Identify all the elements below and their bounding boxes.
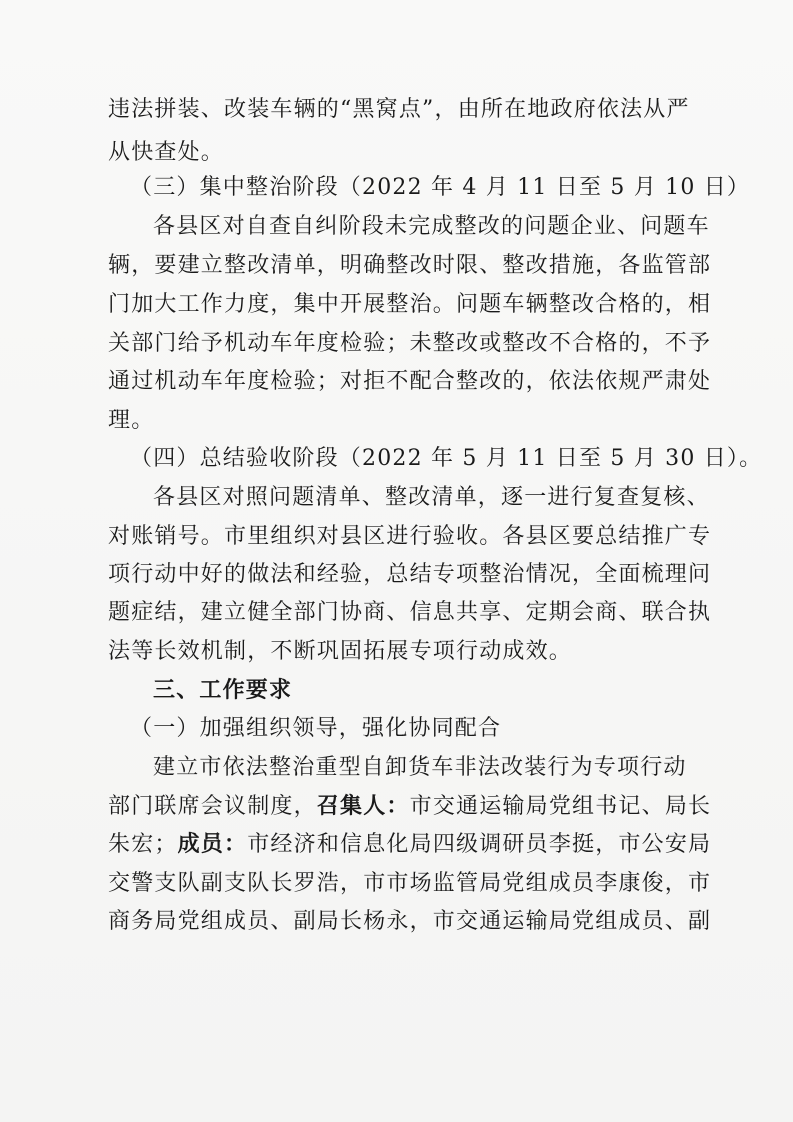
subsection-heading-1: （一）加强组织领导，强化协同配合 [130,716,502,741]
section-heading-work-requirements: 三、工作要求 [153,678,293,703]
text-line-9: 各县区对照问题清单、整改清单，逐一进行复查复核、 [153,485,710,510]
text-line-12: 题症结，建立健全部门协商、信息共享、定期会商、联合执 [108,600,712,625]
text-span-plain: 市交通运输局党组书记、局长 [409,794,712,819]
text-line-4: 辆，要建立整改清单，明确整改时限、整改措施，各监管部 [108,253,712,278]
text-line-8: 理。 [108,408,155,433]
text-line-18: 商务局党组成员、副局长杨永，市交通运输局党组成员、副 [108,909,712,934]
text-line-1: 违法拼装、改装车辆的“黑窝点”，由所在地政府依法从严 [108,97,690,122]
text-line-16 [108,833,711,857]
text-span-plain: 朱宏； [108,832,178,857]
text-line-6: 关部门给予机动车年度检验；未整改或整改不合格的，不予 [108,331,712,356]
section-heading-3: （三）集中整治阶段（2022 年 4 月 11 日至 5 月 10 日） [130,175,751,200]
text-line-17: 交警支队副支队长罗浩，市市场监管局党组成员李康俊，市 [108,871,712,896]
text-line-7: 通过机动车年度检验；对拒不配合整改的，依法依规严肃处 [108,369,712,394]
text-line-5: 门加大工作力度，集中开展整治。问题车辆整改合格的，相 [108,292,712,317]
section-heading-4: （四）总结验收阶段（2022 年 5 月 11 日至 5 月 30 日）。 [130,446,763,471]
text-line-15 [108,795,711,819]
text-line-2: 从快查处。 [108,140,225,165]
text-line-10: 对账销号。市里组织对县区进行验收。各县区要总结推广专 [108,524,712,549]
text-line-14: 建立市依法整治重型自卸货车非法改装行为专项行动 [153,755,687,780]
text-span-plain: 部门联席会议制度， [108,794,317,819]
text-span-bold-convener: 召集人： [316,794,410,819]
text-span-bold-members: 成员： [177,832,248,857]
text-line-3: 各县区对自查自纠阶段未完成整改的问题企业、问题车 [153,214,710,239]
text-span-plain: 市经济和信息化局四级调研员李挺，市公安局 [247,832,712,857]
text-line-11: 项行动中好的做法和经验，总结专项整治情况，全面梳理问 [108,562,712,587]
text-line-13: 法等长效机制，不断巩固拓展专项行动成效。 [108,639,573,664]
